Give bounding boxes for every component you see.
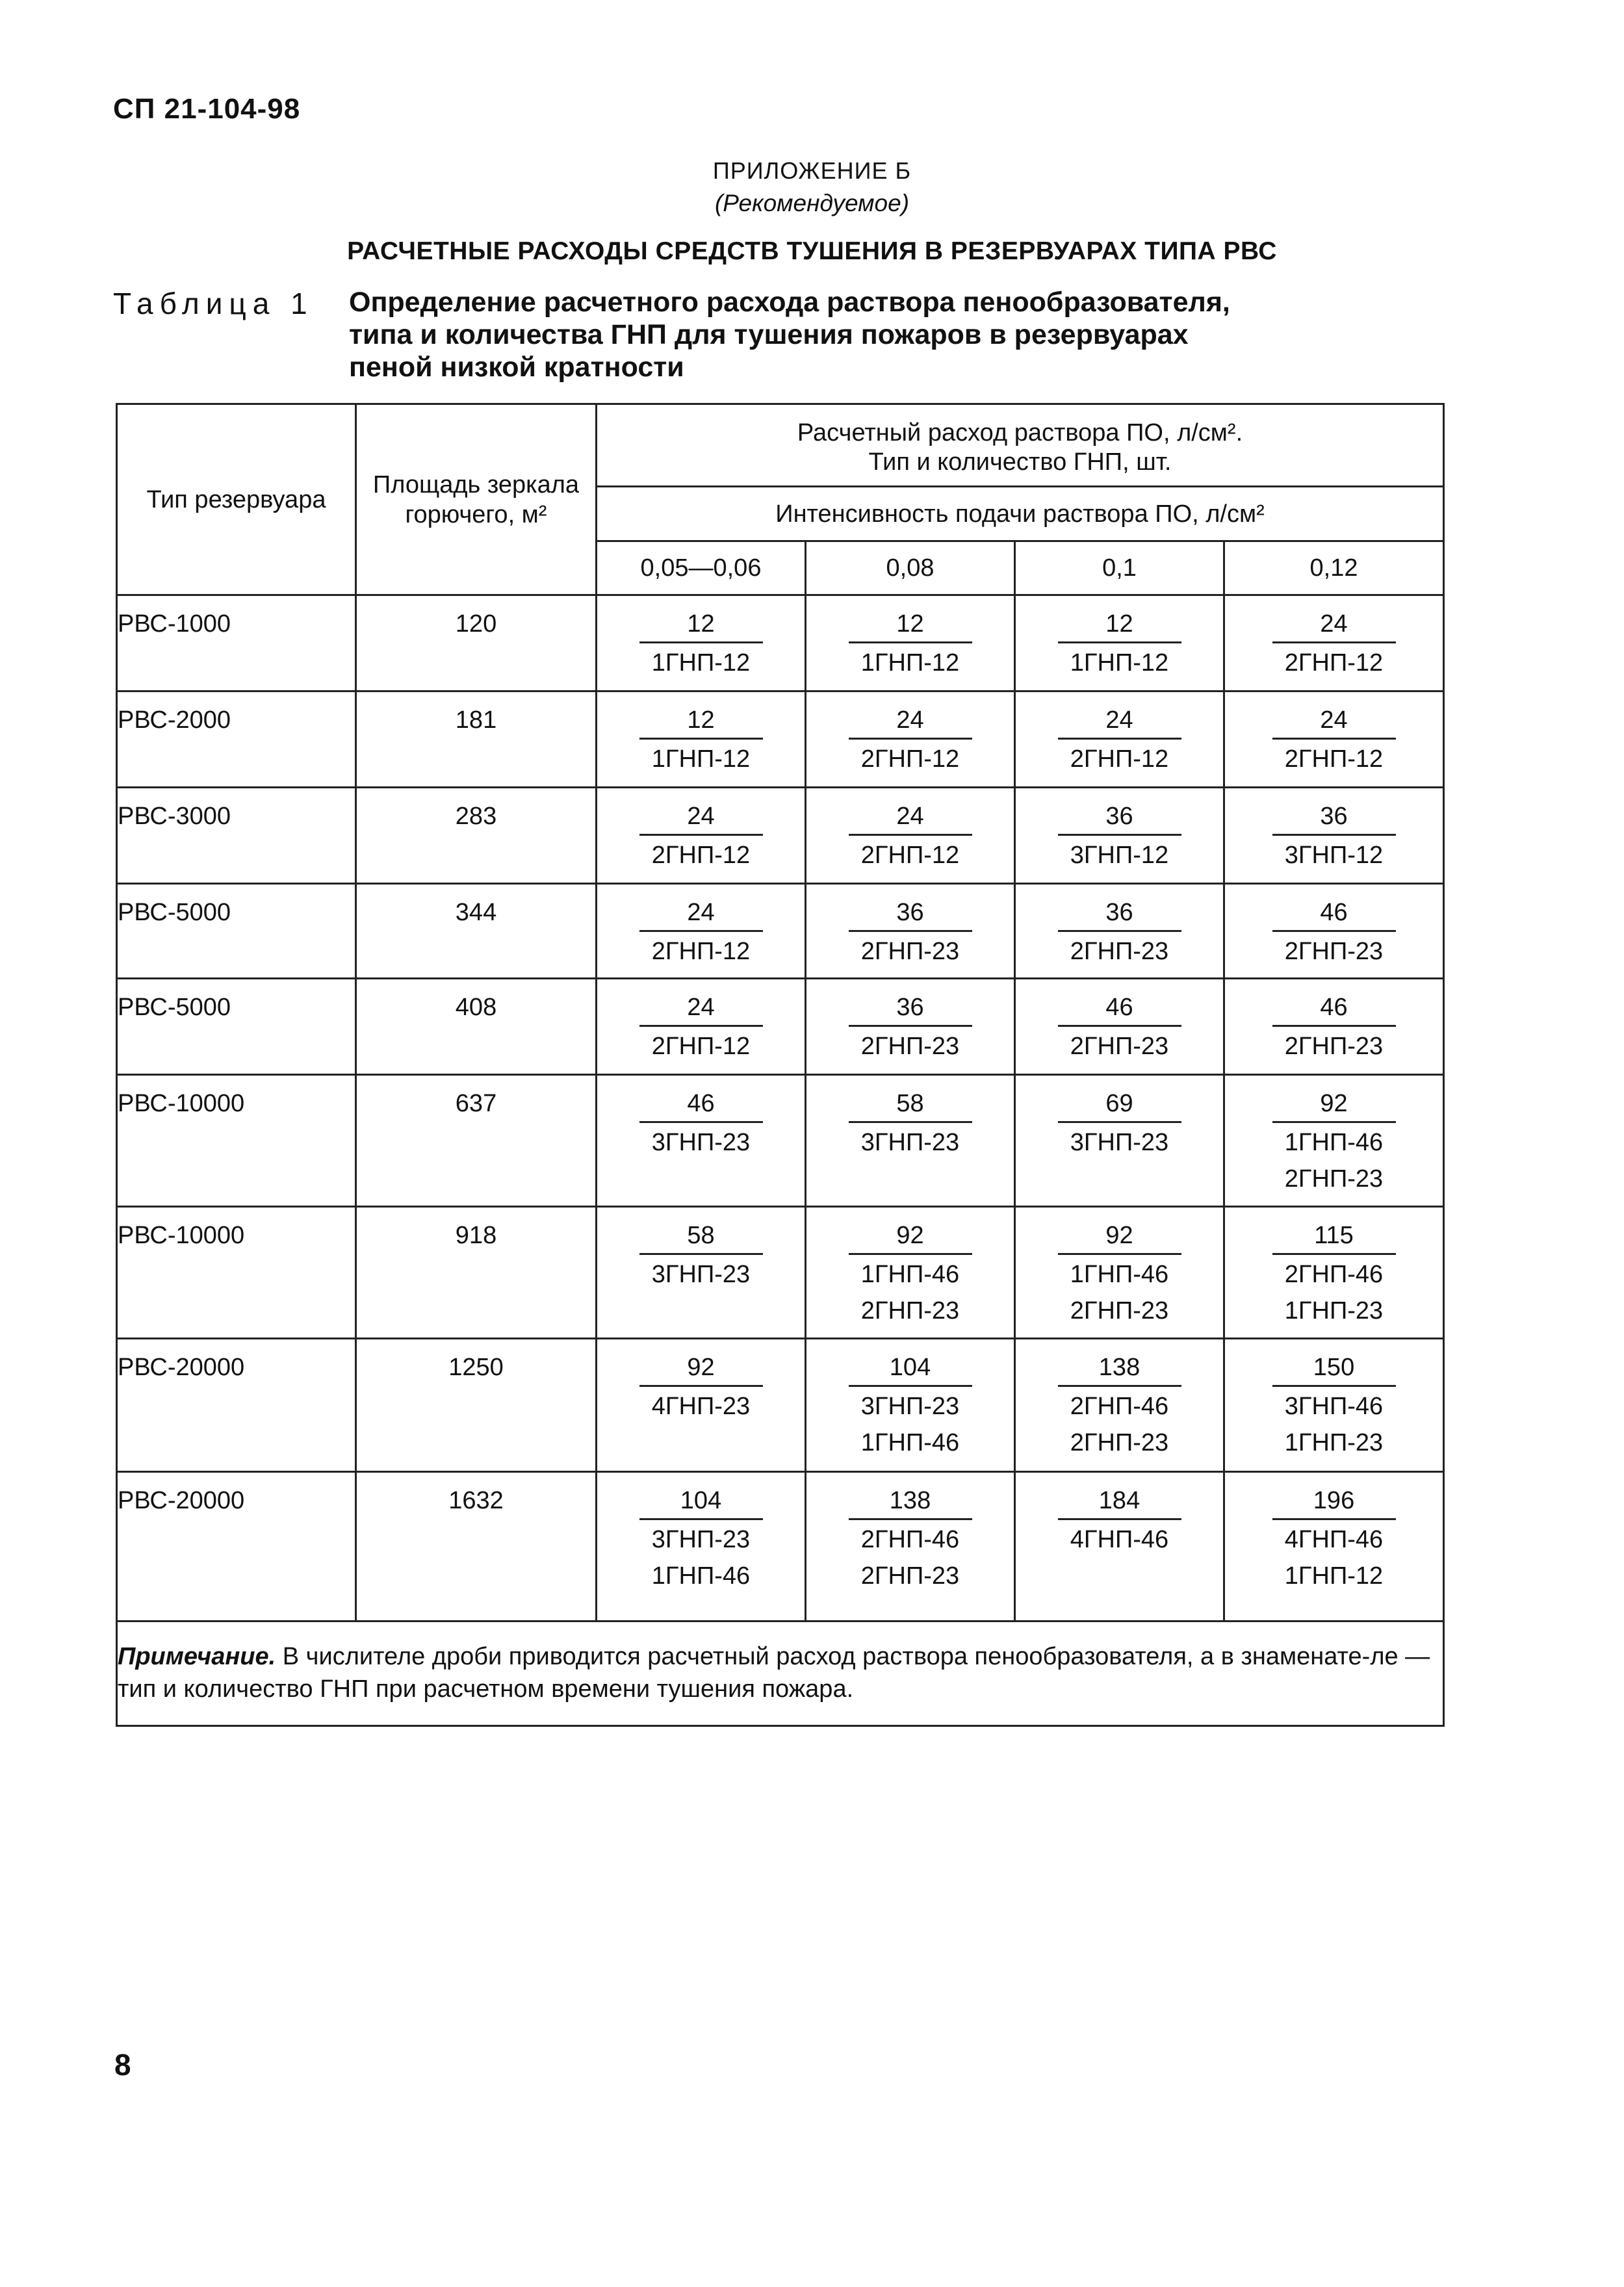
solution-consumption: 184: [1058, 1483, 1181, 1520]
tank-type-cell: [117, 595, 356, 691]
consumption-cell: [806, 1339, 1015, 1472]
header-surface-area: [356, 404, 597, 595]
tank-type: РВС-20000: [118, 1487, 245, 1514]
tank-type-cell: [117, 884, 356, 979]
tank-type: РВС-1000: [118, 610, 231, 638]
appendix-heading: ПРИЛОЖЕНИЕ Б: [712, 157, 912, 184]
fraction: [639, 606, 763, 681]
solution-consumption: 24: [639, 990, 763, 1027]
fraction: [849, 606, 972, 681]
solution-consumption: 46: [1272, 895, 1396, 932]
tank-type: РВС-2000: [118, 706, 231, 734]
consumption-cell: [1224, 1339, 1444, 1472]
solution-consumption: 104: [849, 1350, 972, 1387]
tank-type: РВС-10000: [118, 1222, 245, 1249]
fraction: [849, 1350, 972, 1461]
appendix-status: (Рекомендуемое): [714, 190, 910, 216]
solution-consumption: 24: [849, 703, 972, 740]
gnp-type-count: 2ГНП-23: [1070, 1033, 1169, 1060]
tank-type-cell: [117, 1075, 356, 1207]
gnp-type-count: 2ГНП-23: [860, 1562, 960, 1590]
solution-consumption: 24: [1272, 606, 1396, 643]
solution-consumption: 12: [1058, 606, 1181, 643]
fraction: [1058, 1350, 1181, 1461]
surface-area: 283: [356, 788, 597, 884]
gnp-type-count: 2ГНП-46: [1070, 1393, 1169, 1420]
solution-consumption: 92: [639, 1350, 763, 1387]
table-row: [117, 1339, 1444, 1472]
consumption-cell: [1224, 595, 1444, 691]
gnp-type-count: 4ГНП-46: [1284, 1526, 1384, 1553]
gnp-type-count: 1ГНП-12: [651, 649, 751, 677]
solution-consumption: 46: [639, 1086, 763, 1123]
solution-consumption: 92: [1272, 1086, 1396, 1123]
solution-consumption: 12: [849, 606, 972, 643]
tank-type-cell: [117, 788, 356, 884]
fraction: [849, 990, 972, 1065]
gnp-type-count: 1ГНП-12: [1284, 1562, 1384, 1590]
fraction: [639, 990, 763, 1065]
table-row: [117, 595, 1444, 691]
gnp-type-count: 1ГНП-46: [651, 1562, 751, 1590]
fraction: [1058, 895, 1181, 970]
fraction: [1272, 703, 1396, 777]
gnp-type-count: 2ГНП-12: [860, 842, 960, 869]
intensity-value: 0,05—0,06: [597, 541, 806, 595]
fraction: [639, 703, 763, 777]
header-consumption-line: Расчетный расход раствора ПО, л/см².: [797, 419, 1243, 446]
document-code: СП 21-104-98: [113, 93, 301, 125]
fraction: [1272, 606, 1396, 681]
gnp-type-count: 2ГНП-12: [1284, 745, 1384, 773]
fraction: [1058, 703, 1181, 777]
fraction: [639, 895, 763, 970]
gnp-type-count: 1ГНП-23: [1284, 1297, 1384, 1324]
consumption-cell: [597, 788, 806, 884]
fraction: [1058, 1086, 1181, 1161]
consumption-cell: [597, 1207, 806, 1339]
fraction: [1272, 895, 1396, 970]
consumption-cell: [806, 595, 1015, 691]
consumption-cell: [1224, 788, 1444, 884]
tank-type: РВС-10000: [118, 1090, 245, 1117]
consumption-table: [116, 403, 1445, 1727]
gnp-type-count: 2ГНП-12: [651, 1033, 751, 1060]
gnp-type-count: 2ГНП-46: [1284, 1261, 1384, 1288]
consumption-cell: [1224, 691, 1444, 788]
table-row: [117, 1075, 1444, 1207]
fraction: [1272, 990, 1396, 1065]
consumption-cell: [1015, 979, 1224, 1075]
gnp-type-count: 2ГНП-12: [860, 745, 960, 773]
consumption-cell: [806, 1472, 1015, 1622]
consumption-cell: [806, 691, 1015, 788]
fraction: [849, 799, 972, 873]
gnp-type-count: 3ГНП-23: [651, 1129, 751, 1156]
solution-consumption: 24: [639, 799, 763, 836]
gnp-type-count: 2ГНП-23: [1070, 1429, 1169, 1456]
note-label: Примечание.: [118, 1643, 276, 1670]
solution-consumption: 36: [1058, 895, 1181, 932]
fraction: [1272, 799, 1396, 873]
consumption-cell: [597, 691, 806, 788]
fraction: [849, 895, 972, 970]
tank-type-cell: [117, 979, 356, 1075]
surface-area: 120: [356, 595, 597, 691]
tank-type: РВС-5000: [118, 994, 231, 1021]
gnp-type-count: 2ГНП-23: [1284, 1165, 1384, 1193]
solution-consumption: 115: [1272, 1218, 1396, 1255]
gnp-type-count: 2ГНП-12: [651, 842, 751, 869]
solution-consumption: 58: [639, 1218, 763, 1255]
table-caption: [349, 286, 1389, 383]
gnp-type-count: 1ГНП-46: [860, 1261, 960, 1288]
gnp-type-count: 3ГНП-23: [1070, 1129, 1169, 1156]
solution-consumption: 36: [849, 895, 972, 932]
gnp-type-count: 3ГНП-23: [860, 1129, 960, 1156]
surface-area: 637: [356, 1075, 597, 1207]
gnp-type-count: 1ГНП-46: [860, 1429, 960, 1456]
gnp-type-count: 1ГНП-12: [860, 649, 960, 677]
table-row: [117, 979, 1444, 1075]
surface-area: 408: [356, 979, 597, 1075]
fraction: [849, 1483, 972, 1594]
solution-consumption: 12: [639, 606, 763, 643]
solution-consumption: 150: [1272, 1350, 1396, 1387]
solution-consumption: 36: [849, 990, 972, 1027]
fraction: [1058, 1483, 1181, 1558]
surface-area: 1250: [356, 1339, 597, 1472]
gnp-type-count: 2ГНП-23: [1284, 1033, 1384, 1060]
intensity-value: 0,1: [1015, 541, 1224, 595]
consumption-cell: [1015, 595, 1224, 691]
gnp-type-count: 3ГНП-23: [651, 1261, 751, 1288]
consumption-cell: [1015, 788, 1224, 884]
consumption-cell: [597, 595, 806, 691]
consumption-cell: [597, 1075, 806, 1207]
solution-consumption: 92: [849, 1218, 972, 1255]
fraction: [1272, 1086, 1396, 1197]
fraction: [639, 799, 763, 873]
consumption-cell: [806, 884, 1015, 979]
fraction: [1058, 799, 1181, 873]
solution-consumption: 24: [849, 799, 972, 836]
table-caption-line: пеной низкой кратности: [349, 352, 684, 383]
gnp-type-count: 1ГНП-46: [1284, 1129, 1384, 1156]
gnp-type-count: 2ГНП-23: [860, 1033, 960, 1060]
gnp-type-count: 2ГНП-23: [1070, 1297, 1169, 1324]
tank-type: РВС-20000: [118, 1354, 245, 1381]
gnp-type-count: 2ГНП-12: [1070, 745, 1169, 773]
gnp-type-count: 2ГНП-23: [1070, 938, 1169, 965]
table-row: [117, 1472, 1444, 1622]
consumption-cell: [1015, 1472, 1224, 1622]
gnp-type-count: 3ГНП-23: [651, 1526, 751, 1553]
gnp-type-count: 3ГНП-12: [1284, 842, 1384, 869]
tank-type-cell: [117, 1339, 356, 1472]
gnp-type-count: 3ГНП-23: [860, 1393, 960, 1420]
solution-consumption: 24: [639, 895, 763, 932]
tank-type: РВС-5000: [118, 899, 231, 926]
fraction: [849, 1218, 972, 1329]
tank-type: РВС-3000: [118, 803, 231, 830]
consumption-cell: [1224, 884, 1444, 979]
consumption-cell: [1015, 1207, 1224, 1339]
gnp-type-count: 2ГНП-23: [860, 1297, 960, 1324]
fraction: [849, 1086, 972, 1161]
consumption-cell: [806, 788, 1015, 884]
consumption-cell: [806, 1207, 1015, 1339]
consumption-cell: [806, 979, 1015, 1075]
table-row: [117, 884, 1444, 979]
tank-type-cell: [117, 1207, 356, 1339]
fraction: [1058, 606, 1181, 681]
gnp-type-count: 2ГНП-46: [860, 1526, 960, 1553]
solution-consumption: 12: [639, 703, 763, 740]
surface-area: 344: [356, 884, 597, 979]
table-row: [117, 788, 1444, 884]
solution-consumption: 69: [1058, 1086, 1181, 1123]
gnp-type-count: 2ГНП-12: [651, 938, 751, 965]
consumption-cell: [1015, 691, 1224, 788]
consumption-cell: [1015, 884, 1224, 979]
fraction: [1058, 990, 1181, 1065]
consumption-cell: [597, 979, 806, 1075]
fraction: [639, 1350, 763, 1425]
solution-consumption: 92: [1058, 1218, 1181, 1255]
solution-consumption: 58: [849, 1086, 972, 1123]
solution-consumption: 46: [1058, 990, 1181, 1027]
gnp-type-count: 1ГНП-12: [651, 745, 751, 773]
consumption-cell: [597, 1472, 806, 1622]
header-surface-area-line: Площадь зеркала: [372, 471, 580, 498]
fraction: [639, 1218, 763, 1293]
intensity-value: 0,08: [806, 541, 1015, 595]
fraction: [1272, 1350, 1396, 1461]
tank-type-cell: [117, 1472, 356, 1622]
fraction: [849, 703, 972, 777]
consumption-cell: [597, 884, 806, 979]
gnp-type-count: 2ГНП-12: [1284, 649, 1384, 677]
intensity-value: 0,12: [1224, 541, 1444, 595]
solution-consumption: 36: [1058, 799, 1181, 836]
header-tank-type: Тип резервуара: [117, 404, 356, 595]
consumption-cell: [1224, 1207, 1444, 1339]
table-row: [117, 1207, 1444, 1339]
solution-consumption: 104: [639, 1483, 763, 1520]
fraction: [639, 1086, 763, 1161]
table-caption-line: Определение расчетного расхода раствора пенообразователя,: [349, 287, 1230, 318]
page-number: 8: [114, 2048, 131, 2082]
gnp-type-count: 1ГНП-23: [1284, 1429, 1384, 1456]
tank-type-cell: [117, 691, 356, 788]
solution-consumption: 138: [1058, 1350, 1181, 1387]
note-text: В числителе дроби приводится расчетный расход раствора пенообразователя, а в знаменате-ле — тип и количество ГНП при расчетном времени тушения пожара.: [118, 1643, 1430, 1703]
header-surface-area-line: горючего, м²: [405, 500, 547, 528]
consumption-cell: [1224, 979, 1444, 1075]
consumption-cell: [1015, 1075, 1224, 1207]
gnp-type-count: 4ГНП-46: [1070, 1526, 1169, 1553]
header-intensity: Интенсивность подачи раствора ПО, л/см²: [597, 487, 1444, 541]
table-caption-line: типа и количества ГНП для тушения пожаров в резервуарах: [349, 319, 1189, 350]
gnp-type-count: 4ГНП-23: [651, 1393, 751, 1420]
gnp-type-count: 3ГНП-12: [1070, 842, 1169, 869]
header-consumption-group: [597, 404, 1444, 487]
consumption-cell: [1224, 1075, 1444, 1207]
consumption-cell: [806, 1075, 1015, 1207]
surface-area: 918: [356, 1207, 597, 1339]
consumption-cell: [1015, 1339, 1224, 1472]
gnp-type-count: 2ГНП-23: [860, 938, 960, 965]
solution-consumption: 24: [1272, 703, 1396, 740]
fraction: [639, 1483, 763, 1594]
table-row: [117, 691, 1444, 788]
fraction: [1272, 1218, 1396, 1329]
table-note: [117, 1622, 1444, 1726]
gnp-type-count: 2ГНП-23: [1284, 938, 1384, 965]
fraction: [1272, 1483, 1396, 1594]
consumption-cell: [1224, 1472, 1444, 1622]
solution-consumption: 46: [1272, 990, 1396, 1027]
consumption-cell: [597, 1339, 806, 1472]
solution-consumption: 138: [849, 1483, 972, 1520]
gnp-type-count: 3ГНП-46: [1284, 1393, 1384, 1420]
solution-consumption: 196: [1272, 1483, 1396, 1520]
note-row: [117, 1622, 1444, 1726]
header-consumption-line: Тип и количество ГНП, шт.: [868, 448, 1172, 476]
solution-consumption: 36: [1272, 799, 1396, 836]
surface-area: 1632: [356, 1472, 597, 1622]
solution-consumption: 24: [1058, 703, 1181, 740]
gnp-type-count: 1ГНП-46: [1070, 1261, 1169, 1288]
surface-area: 181: [356, 691, 597, 788]
fraction: [1058, 1218, 1181, 1329]
table-label: Таблица 1: [113, 287, 314, 320]
page-title: РАСЧЕТНЫЕ РАСХОДЫ СРЕДСТВ ТУШЕНИЯ В РЕЗЕРВУАРАХ ТИПА РВС: [347, 237, 1277, 265]
gnp-type-count: 1ГНП-12: [1070, 649, 1169, 677]
